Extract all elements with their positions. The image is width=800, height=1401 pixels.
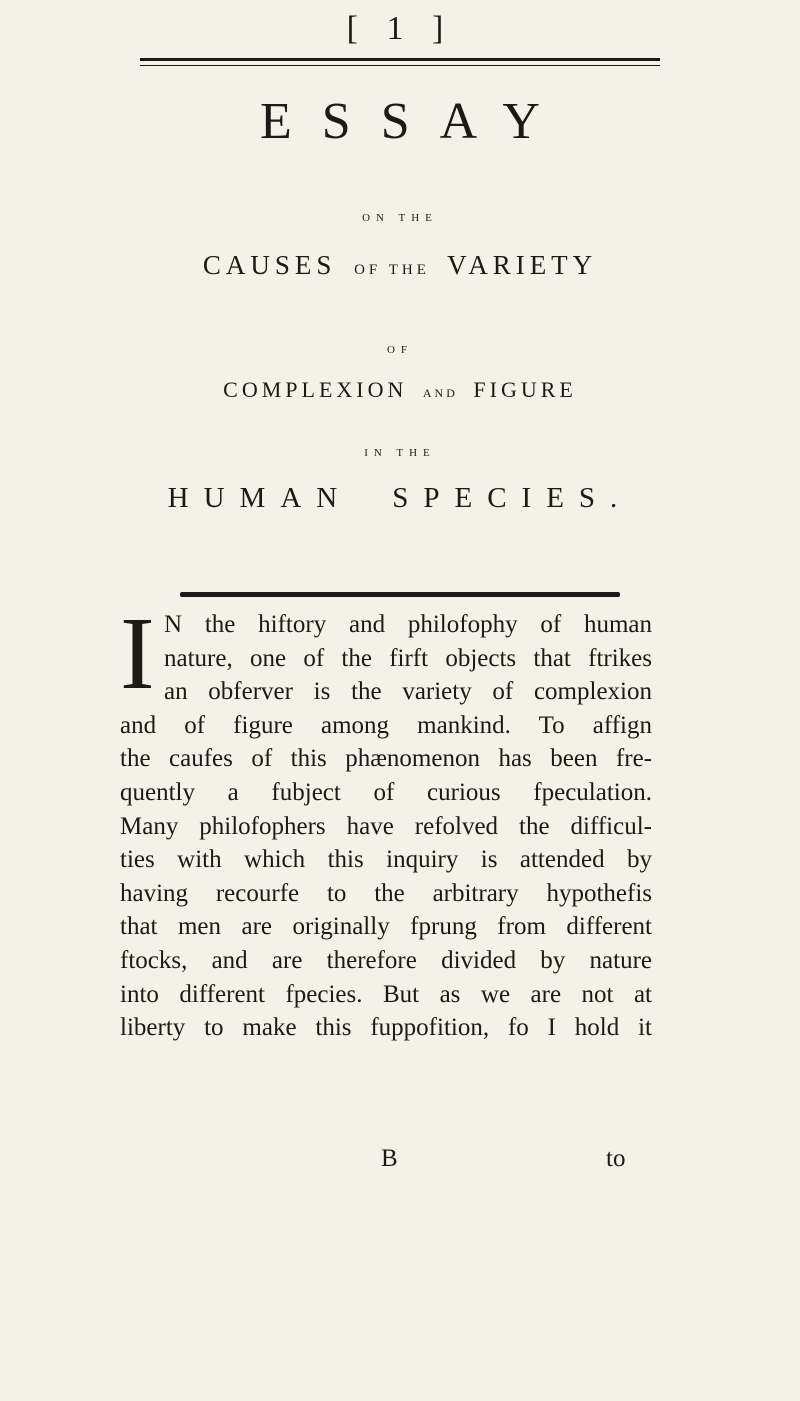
title-variety: VARIETY xyxy=(447,250,598,280)
body-line: ftocks, and are therefore divided by nature xyxy=(120,946,652,974)
body-line: into different fpecies. But as we are not at xyxy=(120,980,652,1008)
title-human: HUMAN xyxy=(167,482,353,514)
title-complexion-line xyxy=(0,377,800,403)
title-figure: FIGURE xyxy=(473,377,577,402)
body-line: ties with which this inquiry is attended by xyxy=(120,846,652,874)
header-rule xyxy=(140,58,660,66)
catchword: to xyxy=(606,1145,626,1172)
body-text xyxy=(120,608,652,1045)
title-rule xyxy=(180,592,620,597)
title-species: SPECIES. xyxy=(392,482,633,514)
body-line: and of figure among mankind. To affign xyxy=(120,711,652,739)
body-line: Many philofophers have refolved the difficul- xyxy=(120,812,652,840)
page-number: [ 1 ] xyxy=(346,10,454,47)
title-human-line xyxy=(0,482,800,515)
drop-cap: I xyxy=(120,596,155,711)
title-of-the: OF THE xyxy=(354,262,430,278)
body-line: that men are originally fprung from different xyxy=(120,913,652,941)
title-of: OF xyxy=(386,344,414,356)
body-line: liberty to make this fuppofition, fo I hold it xyxy=(120,1014,652,1042)
body-line: nature, one of the firft objects that ftrikes xyxy=(164,644,652,672)
title-causes: CAUSES xyxy=(202,250,337,280)
title-in-the: IN THE xyxy=(364,447,436,459)
title-causes-line xyxy=(0,250,800,281)
signature-mark: B xyxy=(381,1145,398,1172)
title-on-the: ON THE xyxy=(362,212,438,224)
title-and: AND xyxy=(422,386,458,400)
body-line: N the hiftory and philofophy of human xyxy=(164,611,652,638)
title-essay: ESSAY xyxy=(260,93,570,150)
title-complexion: COMPLEXION xyxy=(223,377,408,402)
body-line: the caufes of this phænomenon has been fre- xyxy=(120,745,652,773)
body-line: quently a fubject of curious fpeculation. xyxy=(120,778,652,806)
body-line: an obferver is the variety of complexion xyxy=(164,678,652,706)
body-line: having recourfe to the arbitrary hypothefis xyxy=(120,879,652,907)
